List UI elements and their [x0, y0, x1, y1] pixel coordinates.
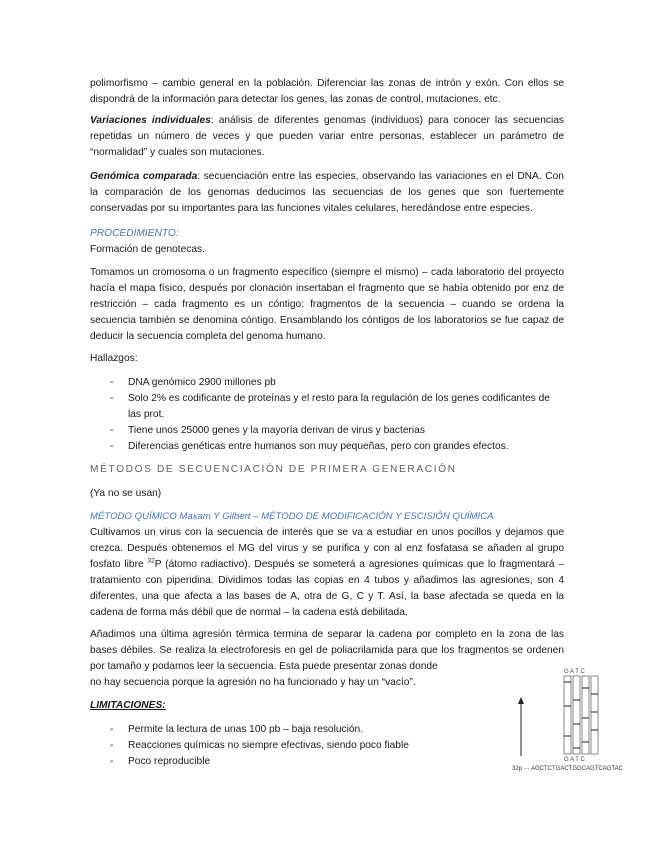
metodo-text-a: Cultivamos un virus con la secuencia de interés que se va a estudiar en unos pocillos y dejamos que crezca. Después obtenemos el MG del virus y se purifica y con al enz fosfatasa se añaden al grupo fosfato libre: [90, 527, 564, 570]
list-item: [90, 375, 564, 391]
list-hallazgos: [90, 375, 564, 455]
metodo-text-b: P (átomo radiactivo). Después se someterá a agresiones químicas que lo fragmentará – tratamiento con piperidina. Dividimos todas las copias en 4 tubos y añadimos las agresiones, son 4 diferentes, una que afecta a las bases de A, otra de G, C y T. Así, la base afectada se queda en la cadena de forma más débil que de normal – la cadena está debilitada.: [90, 559, 565, 618]
gel-lane-labels-top: G A T C: [564, 669, 585, 675]
paragraph-variaciones: [90, 113, 564, 161]
bullet-dash: -: [110, 441, 114, 452]
list-item: [90, 423, 564, 439]
bullet-dash: -: [110, 377, 114, 388]
paragraph-polimorfismo: polimorfismo – cambio general en la población. Diferenciar las zonas de intrón y exón. Con ellos se dispondrá de la información para detectar los genes, las zonas de control, mutaciones, etc.: [90, 78, 564, 105]
list-item: [90, 754, 564, 770]
paragraph-genomica: [90, 169, 564, 217]
gel-sequence-readout: 32p ··· AGCTCTGACTGGCAGTCAGTAC: [512, 766, 623, 772]
section-note: (Ya no se usan): [90, 488, 162, 499]
bullet-dash: -: [110, 425, 114, 436]
list-item-text: DNA genómico 2900 millones pb: [128, 377, 276, 388]
gel-bands: [564, 682, 598, 748]
bullet-dash: -: [110, 740, 114, 751]
list-item-text: Solo 2% es codificante de proteínas y el resto para la regulación de los genes codificantes de las prot.: [128, 393, 550, 420]
paragraph-procedimiento: Tomamos un cromosoma o un fragmento específico (siempre el mismo) – cada laboratorio del proyecto hacía el mapa físico, después por clonación insertaban el fragmento que se había obtenido por enz de restricción – cada fragmento es un cóntigo: fragmentos de la secuencia – cuando se ordena la secuencia también se denomina cóntigo. Ensamblando los cóntigos de los laboratorios se fue capaz de deducir la secuencia completa del genoma humano.: [90, 267, 564, 342]
sequencing-gel-figure: [510, 664, 650, 774]
label-hallazgos: Hallazgos:: [90, 353, 138, 364]
paragraph-agresion: Añadimos una última agresión térmica termina de separar la cadena por completo en la zona de las bases débiles. Se realiza la electroforesis en gel de poliacrilamida para que los fragmentos se ordenen por tamaño y podamos leer la secuencia. Esta puede presentar zonas donde: [90, 629, 564, 672]
section-title: MÉTODOS DE SECUENCIACIÓN DE PRIMERA GENERACIÓN: [90, 464, 457, 475]
list-item-text: Tiene unos 25000 genes y la mayoría derivan de virus y bacterias: [128, 425, 425, 436]
paragraph-metodo: [90, 525, 564, 621]
list-item-text: Reacciones químicas no siempre efectivas, siendo poco fiable: [128, 740, 409, 751]
list-item: [90, 439, 564, 455]
text-variaciones: : análisis de diferentes genomas (individuos) para conocer las secuencias repetidas un número de veces y que pueden variar entre personas, establecer un parámetro de “normalidad” y cuales son mutaciones.: [90, 115, 564, 158]
list-item-text: Diferencias genéticas entre humanos son muy pequeñas, pero con grandes efectos.: [128, 441, 509, 452]
list-item: [90, 722, 564, 738]
list-item-text: Permite la lectura de unas 100 pb – baja resolución.: [128, 724, 364, 735]
gel-lane-g: [564, 676, 571, 754]
text-genomica: : secuenciación entre las especies, observando las variaciones en el DNA. Con la comparación de los genomas deducimos las secuencias de los genes que son fuertemente conservadas por su importantes para las funciones vitales celulares, heredándose entre especies.: [90, 171, 564, 214]
gel-lane-a: [573, 676, 580, 754]
heading-metodo-quimico: MÉTODO QUÍMICO Maxam Y Gilbert – MÉTODO DE MODIFICACIÓN Y ESCISIÓN QUÍMICA: [90, 511, 494, 522]
gel-lane-labels-bottom: G A T C: [564, 757, 585, 763]
paragraph-agresion-end: no hay secuencia porque la agresión no ha funcionado y hay un “vacío”.: [90, 677, 416, 688]
bullet-dash: -: [110, 393, 114, 404]
isotope-superscript: 32: [147, 557, 155, 565]
bullet-dash: -: [110, 756, 114, 767]
list-item: [90, 738, 564, 754]
list-limitaciones: [90, 722, 564, 770]
gel-lane-c: [591, 676, 598, 754]
heading-procedimiento: PROCEDIMIENTO:: [90, 228, 179, 239]
subheading-genotecas: Formación de genotecas.: [90, 244, 205, 255]
migration-arrow-head: [518, 697, 524, 704]
list-item-text: Poco reproducible: [128, 756, 211, 767]
bullet-dash: -: [110, 724, 114, 735]
heading-limitaciones: LIMITACIONES:: [90, 700, 166, 711]
list-item: [90, 391, 564, 423]
term-genomica: Genómica comparada: [90, 171, 198, 182]
term-variaciones: Variaciones individuales: [90, 115, 211, 126]
